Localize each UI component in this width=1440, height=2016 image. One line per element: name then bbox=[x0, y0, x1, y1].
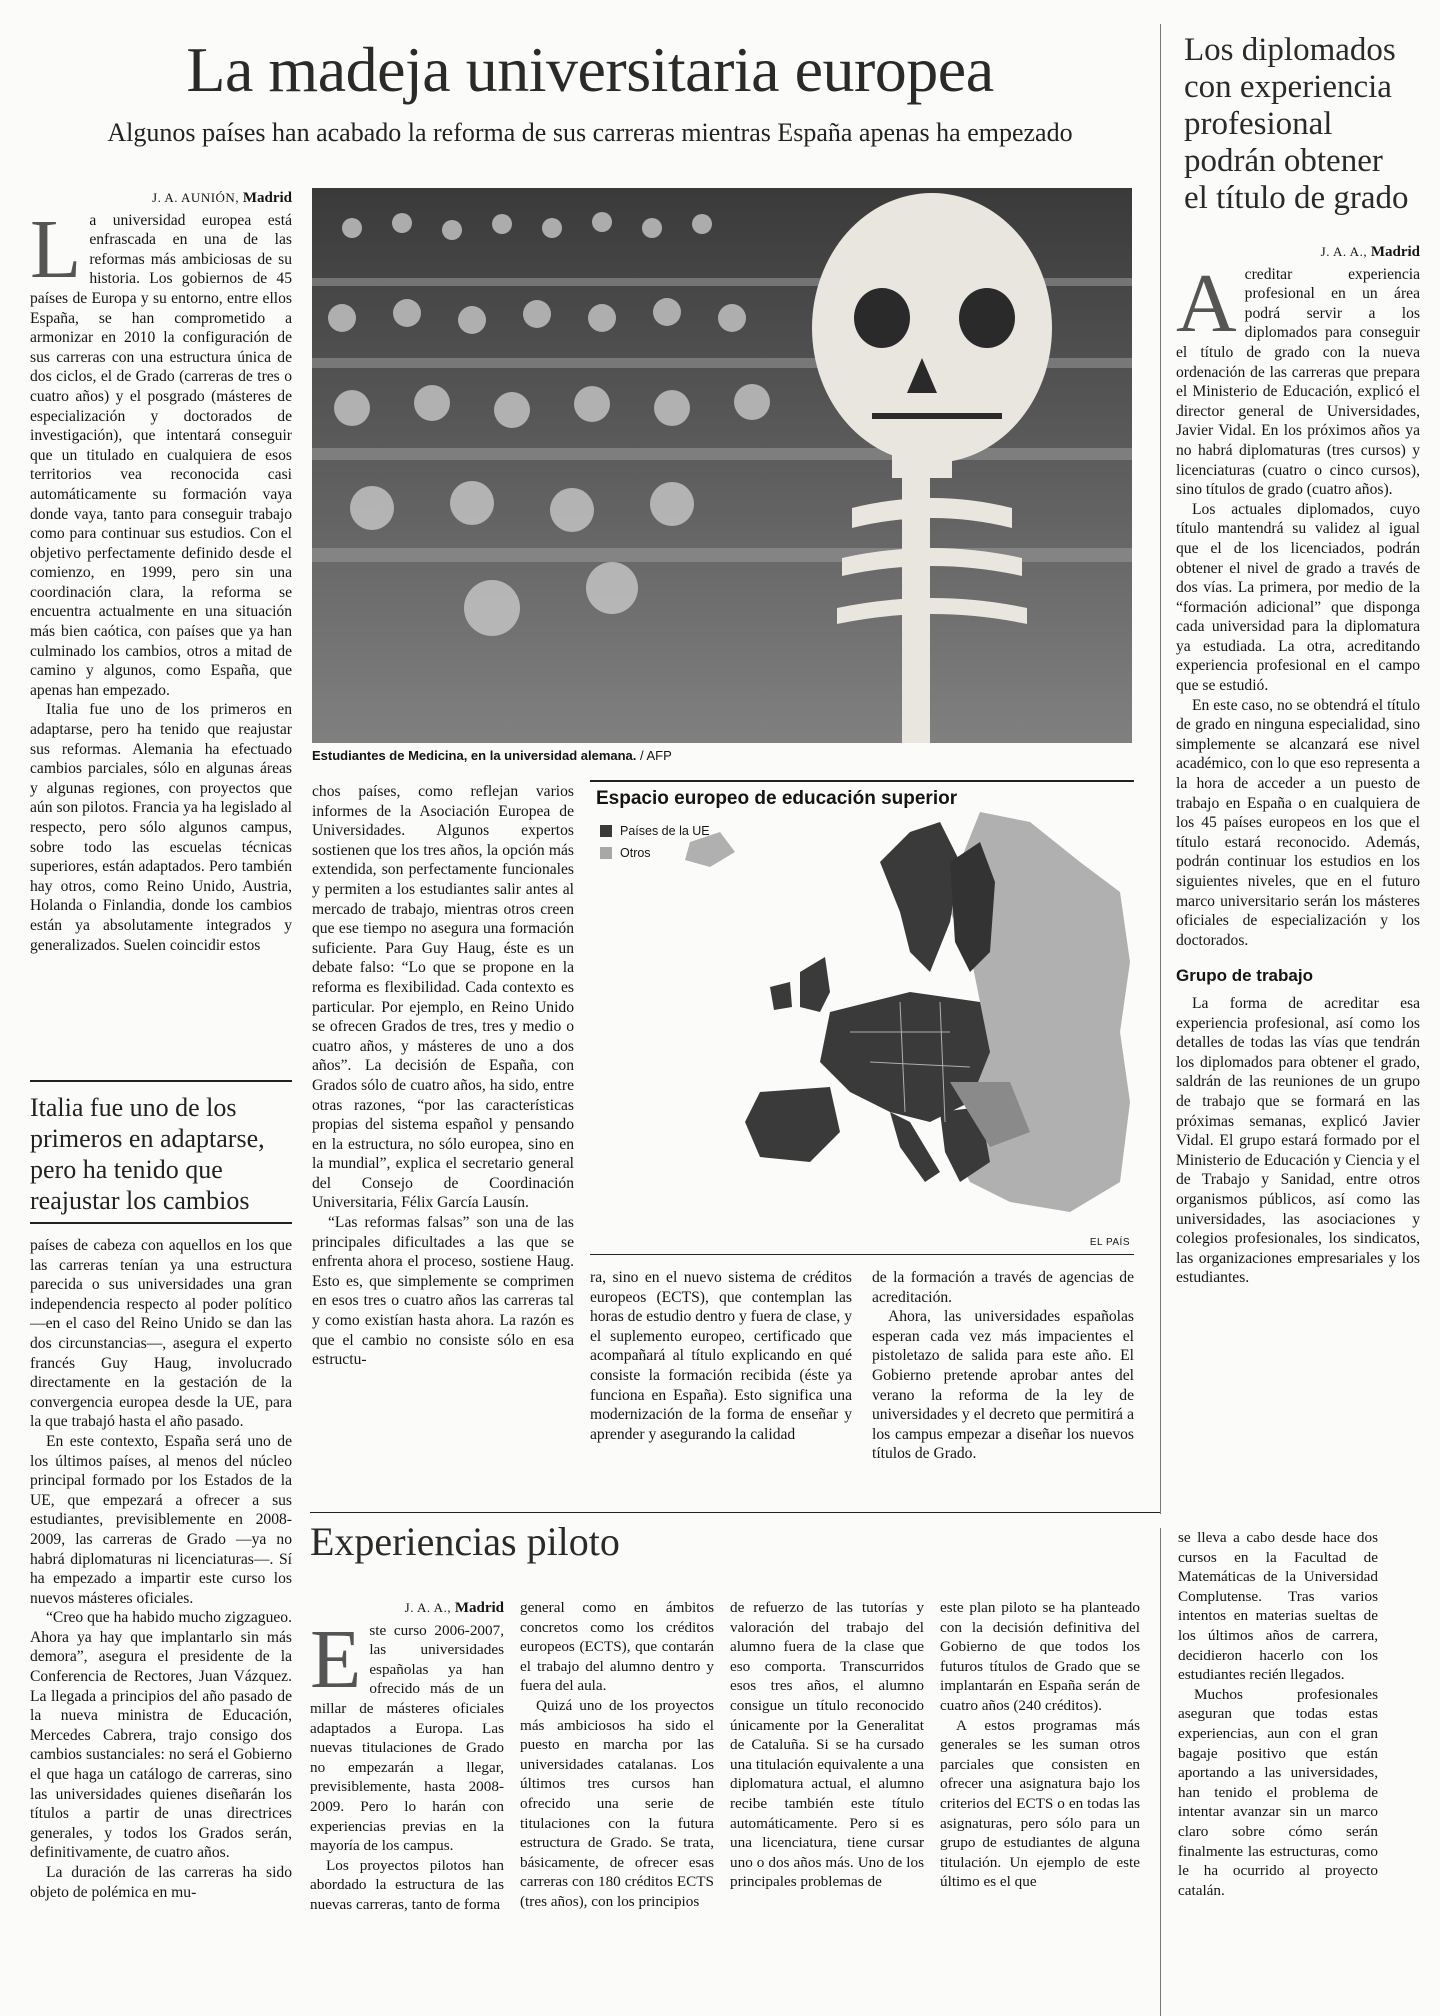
map-title: Espacio europeo de educación superior bbox=[596, 788, 958, 809]
subheadline: Algunos países han acabado la reforma de sus carreras mientras España apenas ha empezado bbox=[107, 118, 1073, 147]
headline: La madeja universitaria europea bbox=[186, 34, 994, 105]
paragraph: este plan piloto se ha planteado con la decisión definitiva del Gobierno de que todos los futuros títulos de Grado que se implantarán en España serán de cuatro años (240 créditos). bbox=[940, 1599, 1140, 1714]
paragraph: se lleva a cabo desde hace dos cursos en la Facultad de Matemáticas de la Universidad Complutense. Tras varios intentos en materias sueltas de los últimos años de carrera, decidieron hacerlo con los estudiantes recién llegados. bbox=[1178, 1529, 1378, 1684]
caption-credit: / AFP bbox=[636, 748, 672, 763]
main-article-column-4 bbox=[872, 1268, 1134, 1498]
pullquote-rule bbox=[30, 1080, 292, 1082]
paragraph: de refuerzo de las tutorías y valoración del trabajo del alumno fuera de la clase que eso comporta. Transcurridos esos tres años, el alumno consigue un título reconocido únicamente por la Generalitat de Cataluña. Si se ha cursado una titulación equivalente a una diplomatura actual, el alumno recibe también este título automáticamente. Pero si es una licenciatura, tiene cursar uno o dos años más. Uno de los principales problemas de bbox=[730, 1599, 924, 1891]
paragraph: En este contexto, España será uno de los últimos países, al menos del núcleo principal formado por los Estados de la UE, que empezará a ofrecer a sus estudiantes, previsiblemente en 2008-2009, las carreras de Grado —ya no habrá diplomaturas ni licenciaturas—. Sí ha empezado a impartir este curso los nuevos másteres oficiales. bbox=[30, 1432, 292, 1607]
europe-map bbox=[650, 802, 1130, 1222]
map-region-uk bbox=[800, 957, 830, 1012]
byline-name: J. A. A., bbox=[404, 1600, 452, 1615]
paragraph: ra, sino en el nuevo sistema de créditos europeos (ECTS), que contemplan las horas de estudio dentro y fuera de clase, y el suplemento europeo, certificado que acompañará al título explicando en qué consiste la formación recibida (éste ya funciona en España). Esto significa una modernización de la forma de enseñar y aprender y asegurando la calidad bbox=[590, 1269, 852, 1443]
pullquote-rule bbox=[30, 1222, 292, 1224]
paragraph: Ahora, las universidades españolas esperan cada vez más impacientes el pistoletazo de salida para este año. El Gobierno pretende aprobar antes del verano la reforma de la ley de universidades y el decreto que permitirá a los campus empezar a diseñar los nuevos títulos de Grado. bbox=[872, 1308, 1134, 1463]
lecture-hall-photo bbox=[312, 188, 1132, 743]
dropcap: L bbox=[30, 202, 82, 296]
pilot-column-4 bbox=[940, 1598, 1140, 2008]
paragraph: Italia fue uno de los primeros en adaptarse, pero ha tenido que reajustar sus reformas. Alemania ha efectuado cambios parciales, sólo en algunas áreas y algunas regiones, con proyectos que aún son pilotos. Francia ya ha legislado al respecto, pero sólo algunos campus, sobre todo las escuelas técnicas superiores, están adaptados. Pero también hay otros, como Reino Unido, Austria, Holanda o Finlandia, donde los cambios están ya absolutamente integrados y generalizados. Suelen coincidir estos bbox=[30, 701, 292, 954]
paragraph: Los actuales diplomados, cuyo título mantendrá su validez al igual que el de los licenciados, podrán obtener el nivel de grado a través de dos vías. La primera, por medio de la “formación adicional” que disponga cada universidad para la diplomatura ya estudiada. La otra, acreditando experiencia profesional en el campo que se estudió. bbox=[1176, 500, 1420, 695]
pilot-column-1 bbox=[310, 1598, 504, 2008]
map-credit: EL PAÍS bbox=[1089, 1237, 1130, 1248]
paragraph: La forma de acreditar esa experiencia profesional, así como los detalles de todas las vías que tendrán los diplomados para obtener el grado, saldrán de las reuniones de un grupo de trabajo que se formará en las próximas semanas, explicó Javier Vidal. El grupo estará formado por el Ministerio de Educación y Ciencia y el de Trabajo y Sanidad, entre otros organismos públicos, así como las universidades, las asociaciones y colegios profesionales, los sindicatos, las organizaciones empresariales y los estudiantes. bbox=[1176, 994, 1420, 1287]
main-article-column-3 bbox=[590, 1268, 852, 1498]
pilot-column-3 bbox=[730, 1598, 924, 2008]
pilot-column-2 bbox=[520, 1598, 714, 2008]
caption-text: Estudiantes de Medicina, en la universidad alemana. bbox=[312, 748, 637, 763]
photo-caption bbox=[312, 748, 1132, 763]
map-region-iberia bbox=[745, 1087, 840, 1162]
paragraph: Quizá uno de los proyectos más ambiciosos ha sido el puesto en marcha por las universidades catalanas. Los últimos tres cursos han ofrecido una serie de titulaciones con la futura estructura de Grado. Se trata, básicamente, de ofrecer esas carreras con 180 créditos ECTS (tres años), con los principios bbox=[520, 1696, 714, 1910]
map-region-ireland bbox=[770, 982, 792, 1010]
paragraph: Muchos profesionales aseguran que todas estas experiencias, aun con el gran bagaje positivo que están aportando a las universidades, han tenido el problema de intentar avanzar sin un marco claro sobre cómo serán finalmente las estructuras, como le ha ocurrido al proyecto catalán. bbox=[1178, 1685, 1378, 1899]
paragraph: general como en ámbitos concretos como los créditos europeos (ECTS), que contarán el trabajo del alumno dentro y fuera del aula. bbox=[520, 1599, 714, 1695]
section-rule bbox=[310, 1512, 1160, 1513]
map-region-iceland bbox=[685, 832, 735, 867]
side-article-title: Los diplomados con experiencia profesional podrán obtener el título de grado bbox=[1184, 32, 1409, 216]
byline-city: Madrid bbox=[1370, 244, 1420, 260]
paragraph: ste curso 2006-2007, las universidades españolas ya han ofrecido más de un millar de másteres oficiales adaptados a Europa. Las nuevas titulaciones de Grado no empezarán a llegar, previsiblemente, hasta 2008-2009. Pero lo harán con experiencias previas en la mayoría de los campus. bbox=[310, 1621, 504, 1855]
byline-name: J. A. AUNIÓN, bbox=[152, 190, 240, 205]
paragraph: Los proyectos pilotos han abordado la estructura de las nuevas carreras, tanto de forma bbox=[310, 1856, 504, 1913]
map-bottom-rule bbox=[590, 1254, 1134, 1255]
map-region-italy bbox=[890, 1112, 940, 1182]
main-article-column-1-continued bbox=[30, 1236, 292, 2006]
paragraph: A estos programas más generales se les suman otros parciales que consisten en ofrecer una asignatura bajo los criterios del ECTS o en todas las asignaturas, pero sólo para un grupo de estudiantes de alguna titulación. Un ejemplo de este último es el que bbox=[940, 1716, 1140, 1891]
pilot-column-5 bbox=[1178, 1528, 1378, 2008]
dropcap: E bbox=[310, 1612, 362, 1706]
byline-city: Madrid bbox=[242, 190, 292, 206]
legend-label: Otros bbox=[620, 846, 651, 860]
paragraph: “Las reformas falsas” son una de las principales dificultades a las que se enfrenta ahora el proceso, sostiene Haug. Esto es, que simplemente se comprimen en esos tres o cuatro años las carreras tal y como existían hasta ahora. La razón es que el cambio no consiste sólo en esa estructu- bbox=[312, 1214, 574, 1369]
paragraph: “Creo que ha habido mucho zigzagueo. Ahora ya hay que implantarlo sin más demora”, asegura el presidente de la Conferencia de Rectores, Juan Vázquez. La llegada a principios del año pasado de la nueva ministra de Educación, Mercedes Cabrera, trajo consigo dos cambios sustanciales: no será el Gobierno el que haga un catálogo de carreras, sino las universidades quienes diseñarán los títulos a partir de unas directrices generales, y todos los Grados serán, definitivamente, de cuatro años. bbox=[30, 1609, 292, 1862]
side-article bbox=[1176, 242, 1420, 1512]
pullquote: Italia fue uno de los primeros en adaptarse, pero ha tenido que reajustar los cambios bbox=[30, 1093, 265, 1215]
paragraph: En este caso, no se obtendrá el título de grado en ninguna especialidad, sino simplemente se alcanzará ese nivel académico, con lo que eso representa a la hora de acceder a un puesto de trabajo en España o en cualquiera de los 45 países europeos en los que el título estará reconocido. Además, podrán continuar los estudios en los siguientes niveles, que en el futuro marco universitario serán los másteres oficiales de especialización y los doctorados. bbox=[1176, 696, 1420, 949]
map-region-scandinavia bbox=[880, 822, 960, 972]
paragraph: a universidad europea está enfrascada en una de las reformas más ambiciosas de su historia. Los gobiernos de 45 países de Europa y su entorno, entre ellos España, se han comprometido a armonizar en 2010 la configuración de sus carreras con una estructura única de dos ciclos, el de Grado (carreras de tres o cuatro años) y el posgrado (másteres de especialización y doctorados de investigación), que intentará conseguir que un titulado en cualquiera de esos territorios vea reconocida casi automáticamente su formación vaya donde vaya, tanto para conseguir trabajo como para continuar sus estudios. Con el objetivo perfectamente definido desde el comienzo, en 1999, pero sin una coordinación clara, la reforma se encuentra actualmente en una situación más bien caótica, con países que ya han culminado los cambios, otros a mitad de camino y algunos, como España, que apenas han empezado. bbox=[30, 211, 292, 699]
main-article-column-2 bbox=[312, 782, 574, 1492]
column-divider bbox=[1160, 1528, 1161, 2016]
legend-label: Países de la UE bbox=[620, 824, 710, 838]
legend-swatch-eu bbox=[600, 825, 612, 837]
side-subhead: Grupo de trabajo bbox=[1176, 966, 1313, 986]
paragraph: chos países, como reflejan varios informes de la Asociación Europea de Universidades. Algunos expertos sostienen que los tres años, la opción más extendida, son perfectamente funcionales y permiten a los estudiantes salir antes al mercado de trabajo, mientras otros creen que ese tiempo no asegura una formación suficiente. Para Guy Haug, éste es un debate falso: “Lo que se propone en la reforma es flexibilidad. Cada contexto es particular. Por ejemplo, en Reino Unido se ofrecen Grados de tres, tres y medio o cuatro años, y másteres de uno a dos años”. La decisión de España, con Grados sólo de cuatro años, ha sido, entre otras razones, “por las características propias del sistema español y pensando en la estructura, no sólo europea, sino en la mundial”, explica el secretario general del Consejo de Coordinación Universitaria, Félix García Lausín. bbox=[312, 783, 574, 1212]
byline-name: J. A. A., bbox=[1320, 244, 1368, 259]
column-divider bbox=[1160, 24, 1161, 1514]
pilot-article-title: Experiencias piloto bbox=[310, 1519, 620, 1564]
legend-swatch-others bbox=[600, 847, 612, 859]
photo-illustration bbox=[312, 188, 1132, 743]
byline-city: Madrid bbox=[454, 1600, 504, 1616]
main-article-column-1 bbox=[30, 188, 292, 1066]
dropcap: A bbox=[1176, 256, 1237, 350]
paragraph: de la formación a través de agencias de acreditación. bbox=[872, 1269, 1134, 1306]
paragraph: países de cabeza con aquellos en los que las carreras tenían ya una estructura parecida o sus universidades una gran independencia respecto al poder político —en el caso del Reino Unido se dan las dos circunstancias—, asegura el experto francés Guy Haug, involucrado directamente en la gestación de la convergencia europea desde la UE, para la que trabajó hasta el año pasado. bbox=[30, 1237, 292, 1431]
paragraph: creditar experiencia profesional en un área podrá servir a los diplomados para conseguir el título de grado con la nueva ordenación de las carreras que prepara el Ministerio de Educación, explicó el director general de Universidades, Javier Vidal. En los próximos años ya no habrá diplomaturas (tres cursos) y licenciaturas (cuatro o cinco cursos), sino títulos de grado (cuatro años). bbox=[1176, 265, 1420, 499]
paragraph: La duración de las carreras ha sido objeto de polémica en mu- bbox=[30, 1864, 292, 1901]
europe-map-graphic bbox=[590, 782, 1134, 1252]
